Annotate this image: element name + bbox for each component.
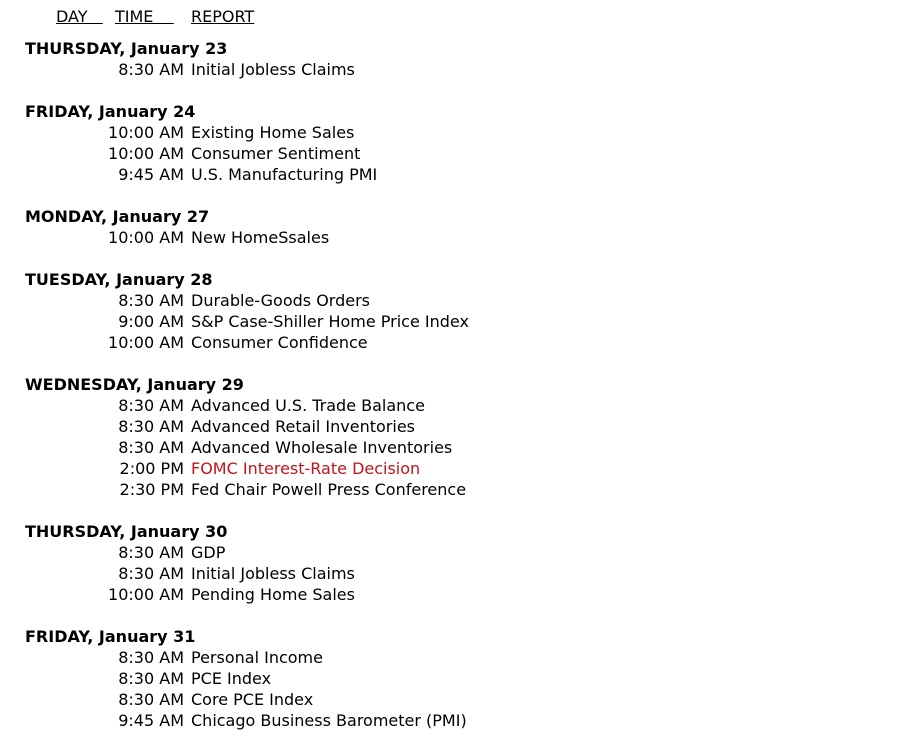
event-report: Durable-Goods Orders bbox=[191, 291, 371, 310]
event-row bbox=[0, 332, 898, 353]
event-row bbox=[0, 437, 898, 458]
event-report: S&P Case-Shiller Home Price Index bbox=[191, 312, 469, 331]
day-label: MONDAY, January 27 bbox=[25, 207, 210, 226]
event-time: 8:30 AM bbox=[118, 564, 184, 583]
event-report: Consumer Sentiment bbox=[191, 144, 361, 163]
event-time: 8:30 AM bbox=[118, 648, 184, 667]
event-row bbox=[0, 290, 898, 311]
event-time: 10:00 AM bbox=[108, 333, 184, 352]
day-group bbox=[0, 626, 898, 731]
day-label: THURSDAY, January 23 bbox=[25, 39, 228, 58]
event-time: 2:30 PM bbox=[119, 480, 184, 499]
event-time: 10:00 AM bbox=[108, 144, 184, 163]
event-time: 8:30 AM bbox=[118, 690, 184, 709]
event-row bbox=[0, 584, 898, 605]
event-row bbox=[0, 311, 898, 332]
day-label: THURSDAY, January 30 bbox=[25, 522, 228, 541]
event-report: Initial Jobless Claims bbox=[191, 564, 355, 583]
day-label: WEDNESDAY, January 29 bbox=[25, 375, 244, 394]
event-report-highlighted: FOMC Interest-Rate Decision bbox=[191, 459, 421, 478]
event-report: Core PCE Index bbox=[191, 690, 314, 709]
event-time: 8:30 AM bbox=[118, 669, 184, 688]
event-row bbox=[0, 710, 898, 731]
event-row bbox=[0, 689, 898, 710]
day-group bbox=[0, 269, 898, 353]
event-time: 8:30 AM bbox=[118, 543, 184, 562]
event-time: 10:00 AM bbox=[108, 228, 184, 247]
event-time: 9:45 AM bbox=[118, 165, 184, 184]
event-time: 10:00 AM bbox=[108, 585, 184, 604]
day-group bbox=[0, 101, 898, 185]
event-time: 8:30 AM bbox=[118, 417, 184, 436]
event-row bbox=[0, 59, 898, 80]
event-time: 8:30 AM bbox=[118, 60, 184, 79]
event-report: Advanced U.S. Trade Balance bbox=[191, 396, 425, 415]
event-report: PCE Index bbox=[191, 669, 272, 688]
event-row bbox=[0, 227, 898, 248]
column-header-day: DAY bbox=[56, 7, 103, 26]
day-group bbox=[0, 521, 898, 605]
event-report: Advanced Retail Inventories bbox=[191, 417, 415, 436]
day-label: TUESDAY, January 28 bbox=[25, 270, 213, 289]
event-time: 9:45 AM bbox=[118, 711, 184, 730]
day-group bbox=[0, 206, 898, 248]
event-report: Personal Income bbox=[191, 648, 323, 667]
event-time: 2:00 PM bbox=[119, 459, 184, 478]
day-label: FRIDAY, January 24 bbox=[25, 102, 196, 121]
event-row bbox=[0, 143, 898, 164]
event-report: U.S. Manufacturing PMI bbox=[191, 165, 378, 184]
event-report: Fed Chair Powell Press Conference bbox=[191, 480, 467, 499]
event-row bbox=[0, 479, 898, 500]
event-row bbox=[0, 668, 898, 689]
event-report: New HomeSsales bbox=[191, 228, 330, 247]
event-row bbox=[0, 164, 898, 185]
event-row bbox=[0, 563, 898, 584]
event-report: Existing Home Sales bbox=[191, 123, 355, 142]
event-report: Advanced Wholesale Inventories bbox=[191, 438, 453, 457]
event-row bbox=[0, 122, 898, 143]
day-group bbox=[0, 374, 898, 500]
event-time: 8:30 AM bbox=[118, 291, 184, 310]
event-report: Pending Home Sales bbox=[191, 585, 355, 604]
event-row bbox=[0, 458, 898, 479]
event-time: 8:30 AM bbox=[118, 438, 184, 457]
event-report: Chicago Business Barometer (PMI) bbox=[191, 711, 467, 730]
event-report: Initial Jobless Claims bbox=[191, 60, 355, 79]
event-time: 10:00 AM bbox=[108, 123, 184, 142]
event-row bbox=[0, 647, 898, 668]
event-row bbox=[0, 542, 898, 563]
day-group bbox=[0, 38, 898, 80]
event-report: GDP bbox=[191, 543, 226, 562]
economic-calendar-schedule bbox=[0, 38, 898, 752]
event-row bbox=[0, 395, 898, 416]
column-header-time: TIME bbox=[115, 7, 174, 26]
column-header-report: REPORT bbox=[191, 7, 255, 26]
event-report: Consumer Confidence bbox=[191, 333, 368, 352]
event-time: 9:00 AM bbox=[118, 312, 184, 331]
day-label: FRIDAY, January 31 bbox=[25, 627, 196, 646]
event-row bbox=[0, 416, 898, 437]
event-time: 8:30 AM bbox=[118, 396, 184, 415]
